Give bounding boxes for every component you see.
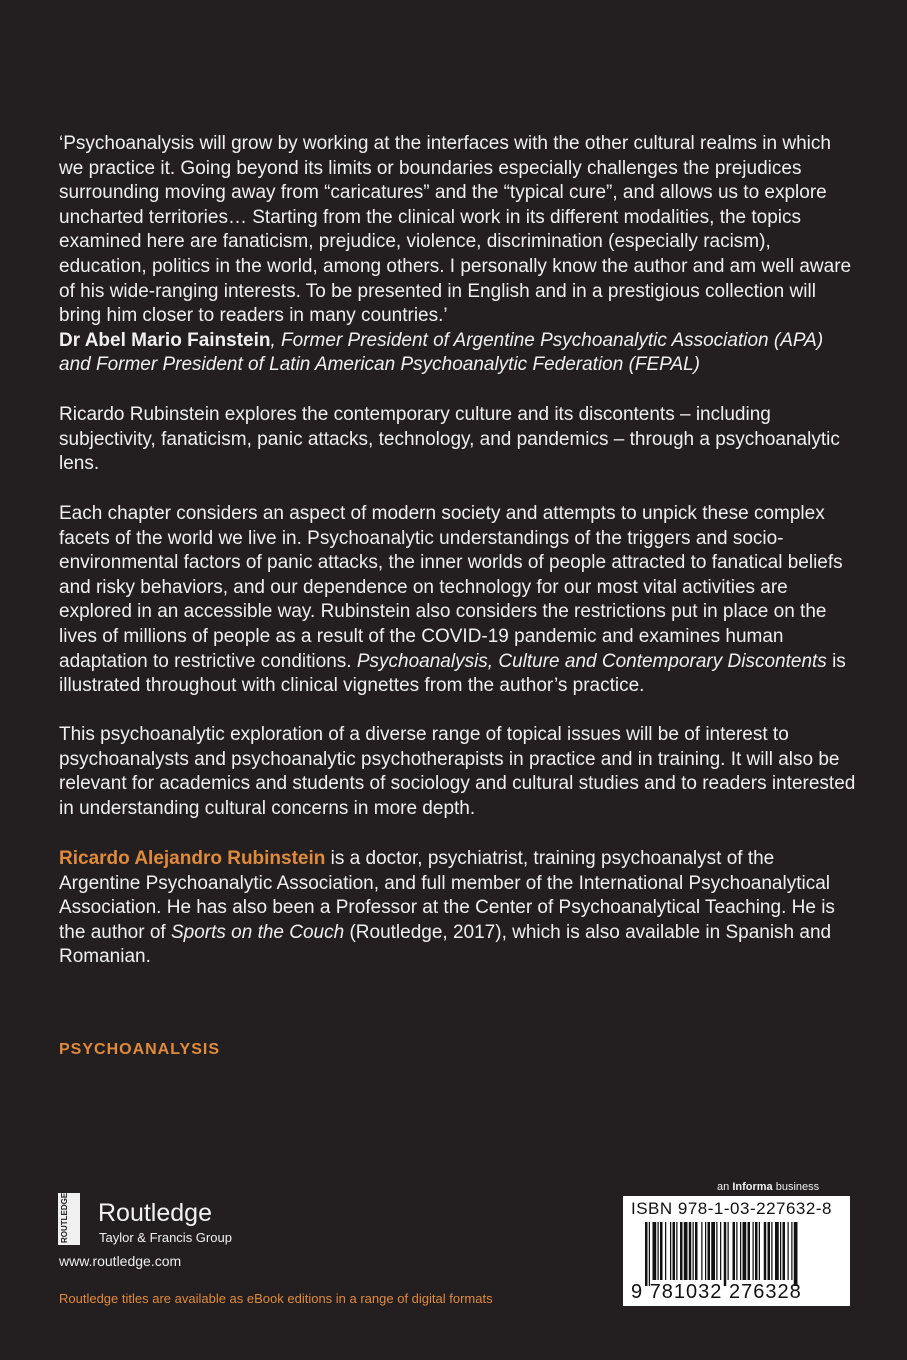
barcode-bar bbox=[673, 1222, 676, 1280]
informa-brand: Informa bbox=[732, 1181, 773, 1193]
ebook-note: Routledge titles are available as eBook editions in a range of digital formats bbox=[59, 1291, 493, 1306]
endorsement-quote bbox=[59, 132, 859, 378]
isbn-barcode bbox=[623, 1196, 850, 1306]
chapters-text-after: is illustrated throughout with clinical vignettes from the author’s practice. bbox=[59, 650, 846, 697]
barcode-bar bbox=[660, 1222, 663, 1280]
quote-attribution-name: Dr Abel Mario Fainstein bbox=[59, 329, 271, 351]
barcode-bar bbox=[711, 1222, 715, 1280]
barcode-bar bbox=[695, 1222, 698, 1280]
barcode-bar bbox=[716, 1222, 717, 1280]
informa-tagline bbox=[717, 1181, 819, 1193]
barcode-digits: 9 781032 276328 bbox=[631, 1281, 802, 1303]
barcode-bar bbox=[728, 1222, 729, 1280]
publisher-name: Routledge bbox=[98, 1199, 212, 1227]
subject-category: PSYCHOANALYSIS bbox=[59, 1041, 220, 1058]
chapters-paragraph bbox=[59, 502, 859, 699]
barcode-bar bbox=[736, 1222, 737, 1280]
author-name: Ricardo Alejandro Rubinstein bbox=[59, 848, 326, 869]
bio-text-before: is a doctor, psychiatrist, training psychoanalyst of the Argentine Psychoanalytic Association, and full member of the International Psychoanalytical Association. He has also been a Professor at the Center of Psychoanalytical Teaching. He is the author of bbox=[59, 848, 835, 943]
barcode-bar bbox=[755, 1222, 758, 1280]
barcode-bar bbox=[701, 1222, 702, 1280]
barcode-bar bbox=[780, 1222, 781, 1280]
bio-text-after: (Routledge, 2017), which is also available in Spanish and Romanian. bbox=[59, 921, 832, 968]
interest-text: This psychoanalytic exploration of a diverse range of topical issues will be of interest to psychoanalysts and psychoanalytic psychotherapists in practice and in training. It will also be relevant for academics and students of sociology and cultural studies and to readers interested in understanding cultural concerns in more depth. bbox=[59, 724, 856, 819]
barcode-bar bbox=[676, 1222, 677, 1280]
barcode-bar bbox=[693, 1222, 694, 1280]
barcode-bar bbox=[708, 1222, 711, 1280]
barcode-bar bbox=[670, 1222, 671, 1280]
summary-text: Ricardo Rubinstein explores the contemporary culture and its discontents – including subjectivity, fanaticism, panic attacks, technology, and pandemics – through a psychoanalytic lens. bbox=[59, 404, 840, 475]
barcode-bar bbox=[753, 1222, 754, 1280]
barcode-bar bbox=[794, 1222, 798, 1286]
routledge-logo-mark bbox=[58, 1193, 80, 1245]
barcode-bar bbox=[665, 1222, 666, 1280]
informa-prefix: an bbox=[717, 1181, 730, 1193]
barcode-bar bbox=[759, 1222, 760, 1280]
barcode-bar bbox=[791, 1222, 792, 1280]
publisher-website[interactable]: www.routledge.com bbox=[59, 1253, 182, 1269]
barcode-bar bbox=[733, 1222, 736, 1280]
quote-attribution-role: , Former President of Argentine Psychoanalytic Association (APA) and Former President of Latin American Psychoanalytic Federation (FEPAL) bbox=[59, 329, 824, 376]
barcode-bar bbox=[743, 1222, 747, 1280]
previous-book-title: Sports on the Couch bbox=[170, 921, 345, 943]
quote-text: ‘Psychoanalysis will grow by working at the interfaces with the other cultural realms in which we practice it. Going beyond its limits or boundaries especially challenges the prejudices surrounding moving away from “caricatures” and the “typical cure”, and allows us to explore uncharted territories… Starting from the clinical work in its different modalities, the topics examined here are fanaticism, prejudice, violence, discrimination (especially racism), education, politics in the world, among others. I personally know the author and am well aware of his wide-ranging interests. To be presented in English and in a prestigious collection will bring him closer to readers in many countries.’ bbox=[59, 133, 852, 327]
isbn-label: ISBN 978-1-03-227632-8 bbox=[631, 1199, 832, 1218]
barcode-bar bbox=[684, 1222, 688, 1280]
barcode-bar bbox=[764, 1222, 767, 1280]
barcode-bar bbox=[645, 1222, 648, 1286]
barcode-bar bbox=[771, 1222, 772, 1280]
barcode-bar bbox=[724, 1222, 727, 1286]
barcode-bar bbox=[720, 1222, 721, 1280]
barcode-bar bbox=[768, 1222, 771, 1280]
barcode-bar bbox=[748, 1222, 751, 1280]
barcode-bar bbox=[653, 1222, 657, 1280]
barcode-bar bbox=[705, 1222, 706, 1280]
interest-paragraph bbox=[59, 723, 859, 821]
summary-paragraph bbox=[59, 403, 859, 477]
barcode-bar bbox=[689, 1222, 692, 1280]
barcode-bar bbox=[740, 1222, 741, 1280]
author-bio bbox=[59, 847, 859, 970]
barcode-bar bbox=[788, 1222, 789, 1280]
barcode-bar bbox=[775, 1222, 779, 1280]
barcode-bar bbox=[658, 1222, 659, 1280]
informa-suffix: business bbox=[775, 1181, 820, 1193]
publisher-group: Taylor & Francis Group bbox=[99, 1230, 232, 1245]
barcode-bar bbox=[783, 1222, 786, 1280]
publisher-logo bbox=[58, 1193, 248, 1248]
book-title: Psychoanalysis, Culture and Contemporary Discontents bbox=[356, 650, 827, 672]
barcode-bar bbox=[680, 1222, 683, 1280]
chapters-text-before: Each chapter considers an aspect of modern society and attempts to unpick these complex facets of the world we live in. Psychoanalytic understandings of the triggers and socio-environmental factors of panic attacks, the inner worlds of people attracted to fanatical beliefs and risky behaviors, and our dependence on technology for our most vital activities are explored in an accessible way. Rubinstein also considers the restrictions put in place on the lives of millions of people as a result of the COVID-19 pandemic and examines human adaptation to restrictive conditions. bbox=[59, 503, 843, 672]
logo-mark-text: ROUTLEDGE bbox=[60, 1192, 69, 1243]
barcode-bar bbox=[649, 1222, 650, 1286]
